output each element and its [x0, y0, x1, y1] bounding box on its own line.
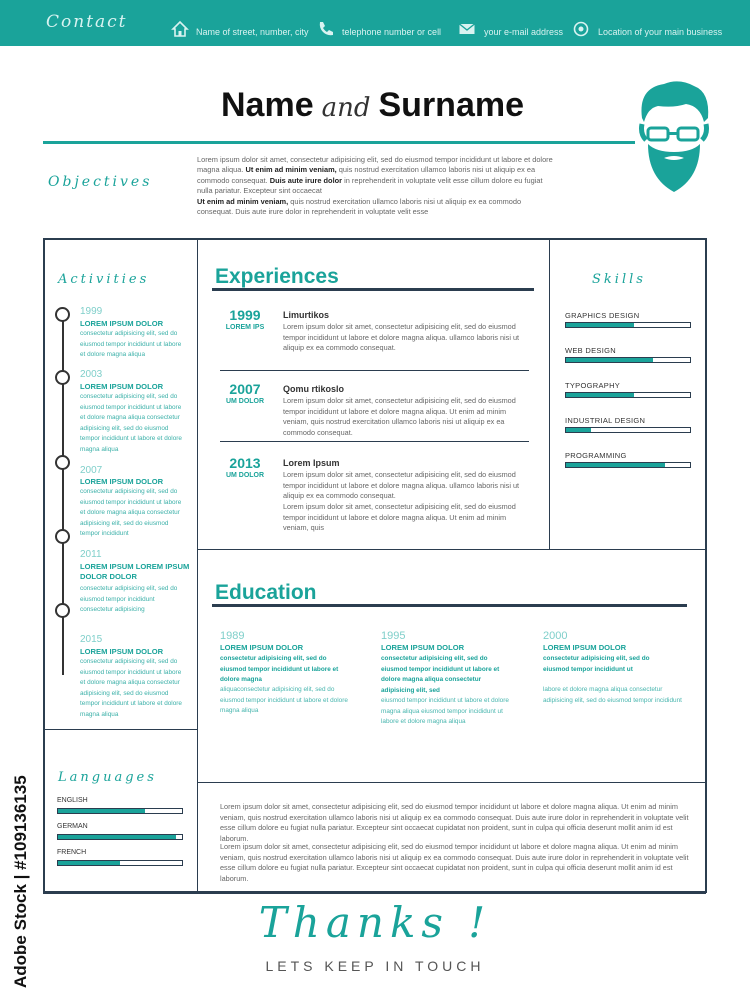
education-rule	[212, 604, 687, 607]
skill-label: INDUSTRIAL DESIGN	[565, 416, 646, 425]
email-icon	[458, 20, 476, 38]
timeline-dot	[55, 307, 70, 322]
activity-text: consectetur adipisicing elit, sed do eiusmod tempor incididunt ut labore et dolore magna aliqua consectetur adipisicing elit, sed do eiusmod tempor incididunt	[80, 488, 182, 537]
timeline-dot	[55, 603, 70, 618]
and-script: and	[321, 93, 371, 123]
language-bar	[57, 808, 183, 814]
home-icon	[171, 20, 189, 38]
first-name: Name	[221, 86, 314, 124]
experience-sub: UM DOLOR	[225, 472, 265, 479]
languages-title: Languages	[58, 770, 157, 785]
objectives-title: Objectives	[48, 174, 153, 190]
skill-bar	[565, 462, 691, 468]
activity-head: LOREM IPSUM LOREM IPSUM DOLOR DOLOR	[80, 562, 190, 581]
grid-col-2	[549, 238, 550, 550]
language-label: GERMAN	[57, 823, 88, 830]
activity-text: consectetur adipisicing elit, sed do eiusmod tempor incididunt ut labore et dolore magna aliqua consectetur adipisicing elit, sed do eiusmod tempor incididunt ut labore et dolore magna aliqua	[80, 393, 182, 453]
stock-id: Adobe Stock | #109136135	[11, 775, 30, 988]
language-bar	[57, 834, 183, 840]
education-head: LOREM IPSUM DOLOR	[381, 643, 465, 652]
experience-year: 2007	[229, 381, 261, 397]
education-text: consectetur adipisicing elit, sed do eiusmod tempor incididunt ut labore et dolore magna aliqua consectetur adipisicing elit, sed	[381, 655, 500, 694]
experiences-rule	[212, 288, 534, 291]
activity-head: LOREM IPSUM DOLOR	[80, 382, 164, 391]
contact-bar	[0, 0, 750, 46]
activity-head: LOREM IPSUM DOLOR	[80, 647, 164, 656]
avatar-icon	[634, 78, 714, 196]
header-rule	[43, 141, 635, 144]
education-year: 2000	[543, 630, 568, 642]
language-label: ENGLISH	[57, 797, 88, 804]
skill-label: GRAPHICS DESIGN	[565, 311, 640, 320]
education-text-2: labore et dolore magna aliqua consectetur adipisicing elit, sed do eiusmod tempor incididunt	[543, 686, 682, 704]
skill-label: TYPOGRAPHY	[565, 381, 621, 390]
experience-text: Lorem ipsum dolor sit amet, consectetur adipisicing elit, sed do eiusmod tempor incididunt ut labore et dolore magna aliqua. ullamco laboris nisi ut aliquip ex ea commodo consequat.	[283, 470, 520, 500]
skill-bar	[565, 427, 691, 433]
grid-left	[43, 238, 45, 893]
experience-year: 2013	[229, 455, 261, 471]
grid-right	[705, 238, 707, 893]
activity-text: consectetur adipisicing elit, sed do eiusmod tempor incididunt ut labore et dolore magna aliqua consectetur adipisicing elit, sed do eiusmod tempor incididunt ut labore et dolore magna aliqua	[80, 658, 182, 718]
language-label: FRENCH	[57, 849, 87, 856]
activity-head: LOREM IPSUM DOLOR	[80, 319, 164, 328]
activity-year: 1999	[80, 306, 103, 317]
keep-in-touch: LETS KEEP IN TOUCH	[265, 958, 485, 974]
education-text-2: aliquaconsectetur adipisicing elit, sed do eiusmod tempor incididunt ut labore et dolore magna aliqua	[220, 686, 348, 714]
education-title: Education	[215, 581, 317, 604]
grid-col-1	[197, 238, 198, 893]
activity-head: LOREM IPSUM DOLOR	[80, 477, 164, 486]
summary-paragraph: Lorem ipsum dolor sit amet, consectetur adipisicing elit, sed do eiusmod tempor incididunt ut labore et dolore magna aliqua. Ut enim ad minim veniam, quis nostrud exercitation ullamco laboris nisi ut aliquip ex ea commodo consequat. Duis aute irure dolor in reprehenderit in voluptate velit esse cillum dolore eu fugiat nulla pariatur. Excepteur sint occaecat cupidatat non proident, sunt in culpa qui officia deserunt mollit anim id est laborum.	[220, 842, 689, 883]
timeline-dot	[55, 455, 70, 470]
activity-text: consectetur adipisicing elit, sed do eiusmod tempor incididunt consectetur adipisicing	[80, 585, 178, 613]
experience-text-2: Lorem ipsum dolor sit amet, consectetur adipisicing elit, sed do eiusmod tempor incididunt ut labore et dolore magna aliqua. Ut enim ad minim veniam, quis	[283, 502, 516, 532]
timeline-dot	[55, 529, 70, 544]
skill-bar	[565, 322, 691, 328]
experience-divider	[220, 441, 529, 442]
experience-sub: LOREM IPS	[225, 324, 265, 331]
skill-label: PROGRAMMING	[565, 451, 627, 460]
activity-year: 2007	[80, 465, 103, 476]
education-head: LOREM IPSUM DOLOR	[220, 643, 304, 652]
phone-icon	[317, 20, 335, 38]
objectives-text: Lorem ipsum dolor sit amet, consectetur adipisicing elit, sed do eiusmod tempor incididunt ut labore et dolore magna aliqua. Ut enim ad minim veniam, quis nostrud exercitation ullamco laboris nisi ut aliquip ex ea commodo consequat. Duis aute irure dolor in reprehenderit in voluptate velit esse cillum dolore eu fugiat nulla pariatur. Excepteur sint occaecat Ut enim ad minim veniam, quis nostrud exercitation ullamco laboris nisi ut aliquip ex ea commodo consequat. Duis aute irure dolor in reprehenderit in voluptate velit esse	[197, 155, 553, 217]
education-text-2: eiusmod tempor incididunt ut labore et dolore magna aliqua eiusmod tempor incididunt ut labore et dolore magna aliqua	[381, 697, 509, 725]
language-bar	[57, 860, 183, 866]
thanks-script: Thanks !	[258, 898, 492, 947]
skills-title: Skills	[592, 272, 646, 287]
grid-row-lang	[43, 729, 197, 730]
contact-title: Contact	[46, 12, 128, 32]
experiences-title: Experiences	[215, 265, 339, 288]
activities-title: Activities	[58, 272, 150, 287]
contact-address: Name of street, number, city	[196, 27, 309, 37]
timeline-line	[62, 313, 64, 675]
activity-text: consectetur adipisicing elit, sed do eiusmod tempor incididunt ut labore et dolore magna aliqua	[80, 330, 182, 358]
grid-row-1	[197, 549, 706, 550]
location-icon	[572, 20, 590, 38]
contact-email: your e-mail address	[484, 27, 564, 37]
skill-bar	[565, 357, 691, 363]
activity-year: 2003	[80, 369, 103, 380]
education-head: LOREM IPSUM DOLOR	[543, 643, 627, 652]
skill-bar	[565, 392, 691, 398]
timeline-dot	[55, 370, 70, 385]
experience-text: Lorem ipsum dolor sit amet, consectetur adipisicing elit, sed do eiusmod tempor incididunt ut labore et dolore magna aliqua. Ut enim ad minim veniam, quis nostrud exercitation ullamco laboris nisi ut aliquip ex ea commodo consequat.	[283, 396, 516, 437]
activity-year: 2011	[80, 549, 102, 560]
experience-divider	[220, 370, 529, 371]
grid-top	[43, 238, 706, 240]
experience-sub: UM DOLOR	[225, 398, 265, 405]
surname: Surname	[378, 86, 524, 124]
experience-text: Lorem ipsum dolor sit amet, consectetur adipisicing elit, sed do eiusmod tempor incididunt ut labore et dolore magna aliqua. ullamco laboris nisi ut aliquip ex ea commodo consequat.	[283, 322, 520, 352]
education-year: 1989	[220, 630, 245, 642]
education-text: consectetur adipisicing elit, sed do eiusmod tempor incididunt ut labore et dolore magna	[220, 655, 339, 683]
activity-year: 2015	[80, 634, 103, 645]
experience-name: Limurtikos	[283, 310, 330, 320]
experience-year: 1999	[229, 307, 261, 323]
experience-name: Lorem Ipsum	[283, 458, 340, 468]
contact-phone: telephone number or cell	[342, 27, 442, 37]
grid-row-2	[197, 782, 706, 783]
skill-label: WEB DESIGN	[565, 346, 616, 355]
summary-paragraph: Lorem ipsum dolor sit amet, consectetur adipisicing elit, sed do eiusmod tempor incididunt ut labore et dolore magna aliqua. Ut enim ad minim veniam, quis nostrud exercitation ullamco laboris nisi ut aliquip ex ea commodo consequat. Duis aute irure dolor in reprehenderit in voluptate velit esse cillum dolore eu fugiat nulla pariatur. Excepteur sint occaecat cupidatat non proident, sunt in culpa qui officia deserunt mollit anim id est laborum.	[220, 802, 689, 843]
education-text: consectetur adipisicing elit, sed do eiusmod tempor incididunt ut	[543, 655, 650, 673]
education-year: 1995	[381, 630, 406, 642]
contact-location: Location of your main business	[598, 27, 723, 37]
grid-bottom	[43, 891, 706, 894]
experience-name: Qomu rtikoslo	[283, 384, 345, 394]
